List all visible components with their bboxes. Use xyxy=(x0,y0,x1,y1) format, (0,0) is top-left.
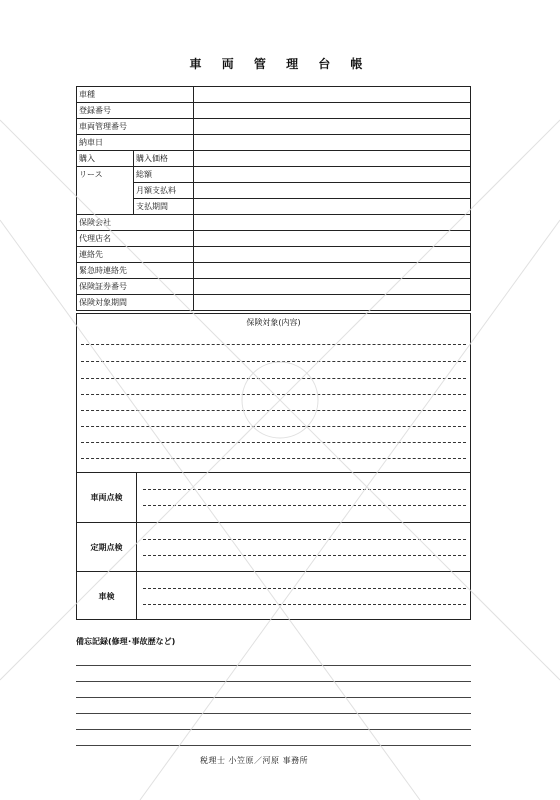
table-row xyxy=(77,87,471,103)
inspection-section xyxy=(76,473,471,620)
row-label-registration-no: 登録番号 xyxy=(77,103,194,119)
memo-line[interactable] xyxy=(76,665,471,666)
table-row xyxy=(77,295,471,311)
page-title: 車 両 管 理 台 帳 xyxy=(189,57,371,71)
row-label-vehicle-type: 車種 xyxy=(77,87,194,103)
memo-line[interactable] xyxy=(76,729,471,730)
inspection-row-vehicle-check[interactable] xyxy=(77,473,470,522)
row-label-purchase-price: 購入価格 xyxy=(134,151,194,167)
dashed-line xyxy=(81,378,466,379)
memo-label: 備忘記録(修理･事故歴など) xyxy=(76,637,176,646)
coverage-section[interactable] xyxy=(76,313,471,473)
value-cell-monthly-payment[interactable] xyxy=(194,183,471,199)
value-cell-purchase-price[interactable] xyxy=(194,151,471,167)
row-label-purchase: 購入 xyxy=(77,151,134,167)
row-label-policy-no: 保険証券番号 xyxy=(77,279,194,295)
memo-line[interactable] xyxy=(76,697,471,698)
value-cell-total[interactable] xyxy=(194,167,471,183)
dashed-line xyxy=(143,604,466,605)
coverage-title: 保険対象(内容) xyxy=(246,318,301,327)
inspection-row-shaken[interactable] xyxy=(77,571,470,620)
memo-line[interactable] xyxy=(76,745,471,746)
table-row xyxy=(77,263,471,279)
value-cell-contact[interactable] xyxy=(194,247,471,263)
row-label-agency-name: 代理店名 xyxy=(77,231,194,247)
row-label-payment-period: 支払期間 xyxy=(134,199,194,215)
inspection-label: 車両点検 xyxy=(77,473,137,522)
dashed-line xyxy=(143,505,466,506)
dashed-line xyxy=(81,458,466,459)
value-cell-vehicle-type[interactable] xyxy=(194,87,471,103)
inspection-label: 車検 xyxy=(77,572,137,620)
table-row xyxy=(77,167,471,183)
dashed-line xyxy=(143,555,466,556)
value-cell-insurance-company[interactable] xyxy=(194,215,471,231)
table-row xyxy=(77,135,471,151)
row-label-emergency-contact: 緊急時連絡先 xyxy=(77,263,194,279)
table-row xyxy=(77,151,471,167)
dashed-line xyxy=(81,394,466,395)
dashed-line xyxy=(143,489,466,490)
dashed-line xyxy=(143,588,466,589)
table-row xyxy=(77,119,471,135)
value-cell-vehicle-mgmt-no[interactable] xyxy=(194,119,471,135)
row-label-coverage-period: 保険対象期間 xyxy=(77,295,194,311)
value-cell-coverage-period[interactable] xyxy=(194,295,471,311)
row-label-vehicle-mgmt-no: 車両管理番号 xyxy=(77,119,194,135)
value-cell-emergency-contact[interactable] xyxy=(194,263,471,279)
table-row xyxy=(77,247,471,263)
row-label-delivery-date: 納車日 xyxy=(77,135,194,151)
row-label-insurance-company: 保険会社 xyxy=(77,215,194,231)
inspection-label: 定期点検 xyxy=(77,523,137,571)
memo-line[interactable] xyxy=(76,681,471,682)
value-cell-registration-no[interactable] xyxy=(194,103,471,119)
table-row xyxy=(77,231,471,247)
dashed-line xyxy=(143,539,466,540)
row-label-monthly-payment: 月額支払料 xyxy=(134,183,194,199)
vehicle-info-table xyxy=(76,86,471,311)
dashed-line xyxy=(81,426,466,427)
table-row xyxy=(77,103,471,119)
row-label-contact: 連絡先 xyxy=(77,247,194,263)
dashed-line xyxy=(81,410,466,411)
value-cell-policy-no[interactable] xyxy=(194,279,471,295)
dashed-line xyxy=(81,361,466,362)
memo-line[interactable] xyxy=(76,713,471,714)
row-label-lease: リース xyxy=(77,167,134,215)
value-cell-delivery-date[interactable] xyxy=(194,135,471,151)
value-cell-agency-name[interactable] xyxy=(194,231,471,247)
value-cell-payment-period[interactable] xyxy=(194,199,471,215)
inspection-row-periodic-check[interactable] xyxy=(77,522,470,571)
table-row xyxy=(77,215,471,231)
table-row xyxy=(77,279,471,295)
footer-office-name: 税理士 小笠原／河原 事務所 xyxy=(200,756,309,765)
table-row xyxy=(77,183,471,199)
dashed-line xyxy=(81,442,466,443)
table-row xyxy=(77,199,471,215)
dashed-line xyxy=(81,344,466,345)
row-label-total: 総額 xyxy=(134,167,194,183)
